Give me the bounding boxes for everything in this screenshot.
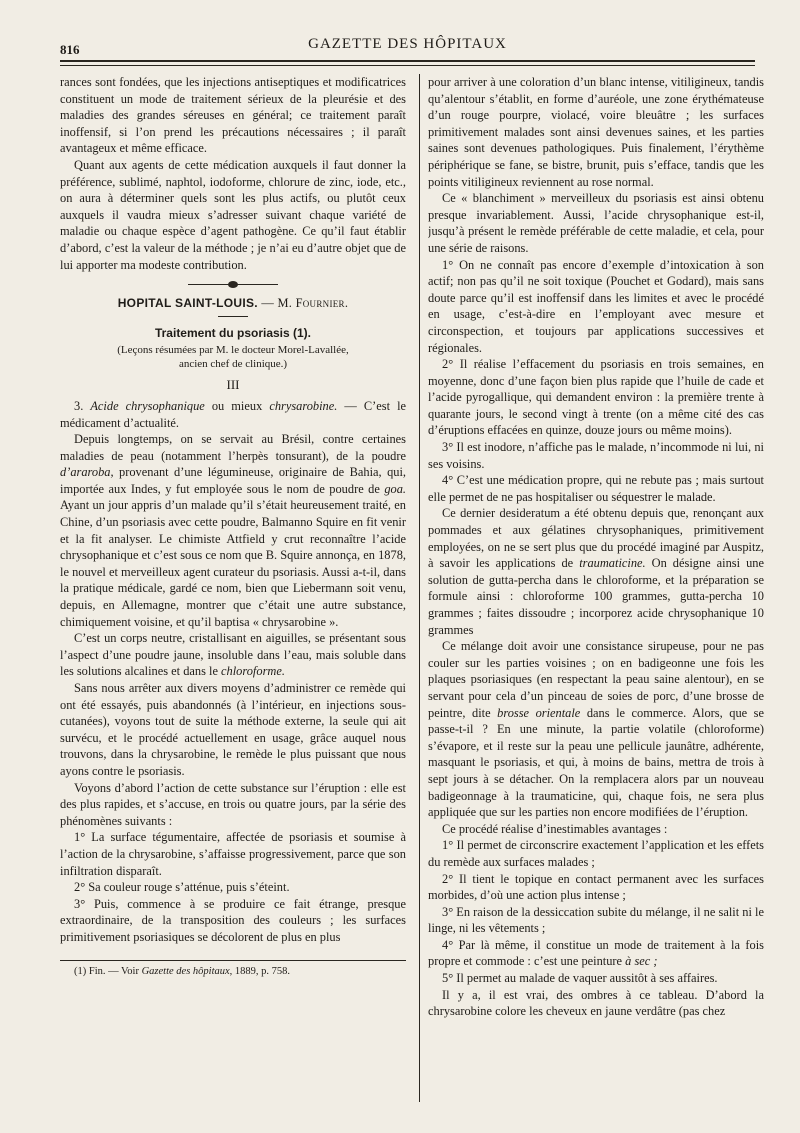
text-run: 1889, p. 758. — [232, 965, 291, 977]
paragraph: rances sont fondées, que les injections antiseptiques et modificatrices constituent un mode de traitement sérieux de la pleurésie et des maladies des grandes séreuses en général; ce traitement paraît inoffensif, si l’on prend les précautions nécessaires ; il paraît avantageux et même efficace. — [60, 75, 406, 156]
paragraph: Quant aux agents de cette médication auxquels il faut donner la préférence, sublimé, naphtol, iodoforme, chlorure de zinc, iode, etc., on aura à déterminer quels sont les plus actifs, ou plutôt ceux auxquels il vaudra mieux s’adresser suivant chaque variété de maladie ou chaque espèce d’agent pathogène. Ce qu’il faut établir d’abord, c’est la valeur de la méthode ; je n’ai eu d’autre objet que de lui apporter ma modeste contribution. — [60, 157, 406, 272]
italic-term: chrysarobine. — [269, 398, 338, 413]
paragraph — [60, 431, 406, 630]
italic-term: Acide chrysophanique — [90, 398, 205, 413]
hospital-name: HOPITAL SAINT-LOUIS. — [117, 296, 258, 311]
hospital-heading — [60, 295, 406, 312]
text-run: (1) Fin. — Voir — [74, 965, 142, 977]
paragraph — [60, 398, 406, 431]
hospital-doctor: Fournier. — [295, 296, 349, 311]
text-run: C’est un corps neutre, cristallisant en aiguilles, se présentant sous l’aspect d’une poudre jaune, insoluble dans l’eau, mais soluble dans les solutions alcalines et dans le — [60, 631, 406, 679]
byline-line-2: ancien chef de clinique.) — [178, 358, 288, 371]
paragraph: Sans nous arrêter aux divers moyens d’administrer ce remède qui ont été essayés, puis abandonnés (à l’intérieur, en injections sous-cutanées), voyons tout de suite la méthode externe, la seule qui ait survécu, et le procédé actuellement en usage, grâce auquel nous trouvons, dans la chrysarobine, le remède le plus puissant que nous ayons contre le psoriasis. — [60, 681, 406, 778]
text-run: dans le commerce. Alors, que se passe-t-il ? En une minute, la partie volatile (chloroforme) s’évapore, et il reste sur la peau une pellicule jaunâtre, adhérente, masquant le psoriasis, et qui, à moins de bains, mettra de trois à sept jours à se détacher. On la remplacera alors par un nouveau badigeonnage à la traumaticine, qui, chaque fois, ne sera plus appliquée que sur les parties non encore modifiées de l’éruption. — [428, 705, 764, 820]
paragraph: 1° Il permet de circonscrire exactement l’application et les effets du remède aux surfaces malades ; — [428, 838, 764, 869]
paragraph: Ce « blanchiment » merveilleux du psoriasis est ainsi obtenu presque invariablement. Aussi, l’acide chrysophanique est-il, jusqu’à présent le remède préférable de cette maladie, et cela, pour une série de raisons. — [428, 191, 764, 255]
paragraph: Voyons d’abord l’action de cette substance sur l’éruption : elle est des plus rapides, et s’accuse, en trois ou quatre jours, par la série des phénomènes suivants : — [60, 780, 406, 828]
paragraph: 2° Il tient le topique en contact permanent avec les surfaces morbides, d’où une action plus intense ; — [428, 871, 764, 903]
journal-title: GAZETTE DES HÔPITAUX — [308, 36, 507, 52]
text-run: 4° Par là même, il constitue un mode de traitement à la fois propre et commode : c’est une peinture — [428, 937, 764, 969]
byline-line-1: (Leçons résumées par M. le docteur Morel-Lavallée, — [117, 344, 349, 357]
footnote-rule — [60, 960, 406, 961]
section-ornament — [188, 281, 278, 289]
italic-term: chloroforme. — [221, 664, 285, 679]
paragraph — [428, 505, 764, 638]
paragraph: Ce procédé réalise d’inestimables avantages : — [442, 821, 668, 836]
text-run: On désigne ainsi une solution de gutta-percha dans le chloroforme, et la préparation se formule ainsi : chloroforme 100 grammes, gutta-percha 10 grammes ; faites dissoudre ; incorporez acide chrysophanique 10 grammes — [428, 556, 764, 637]
italic-term: brosse orientale — [497, 705, 581, 720]
paragraph: 1° On ne connaît pas encore d’exemple d’intoxication à son actif; non pas qu’il ne soit toxique (Pouchet et Godard), mais sans doute parce qu’il est inoffensif dans les limites et avec le procédé en usage, c’est-à-dire en l’employant avec mesure et circonspection, et toujours par applications successives et régionales. — [428, 257, 764, 355]
italic-term: à sec ; — [625, 954, 658, 969]
text-run: Ce mélange doit avoir une consistance sirupeuse, pour ne pas couler sur les parties voisines ; on en badigeonne une fois les plaques psoriasiques (en respectant la peau saine alentour), en se servant pour cela d’un pinceau de soies de porc, d’une brosse de peintre, dite — [428, 639, 764, 720]
hospital-separator: — M. — [257, 296, 296, 311]
column-divider — [419, 74, 420, 1102]
text-run: Ayant un jour appris d’un malade qu’il s’était heureusement traité, en Chine, d’un psoriasis avec cette poudre, Balmanno Squire en fit venir et la fit analyser. Le chimiste Attfield y crut reconnaître l’acide chrysophanique et c’est sous ce nom que B. Squire annonça, en 1878, le nouvel et merveilleux agent curateur du psoriasis. Aussi a-t-il, dans la pratique médicale, gardé ce nom, bien que Liebermann soit venu, depuis, en Allemagne, montrer que c’était une autre substance, chimiquement voisine, et qu’il baptisa « chrysarobine ». — [60, 498, 406, 629]
text-run: — C’est le médicament d’actualité. — [60, 398, 406, 430]
text-run: ou mieux — [204, 398, 270, 413]
paragraph: 5° Il permet au malade de vaquer aussitôt à ses affaires. — [442, 971, 718, 986]
italic-term: traumaticine. — [579, 556, 646, 571]
paragraph: 3° Puis, commence à se produire ce fait étrange, presque extraordinaire, de la transposition des couleurs ; les surfaces primitivement psoriasiques se décolorent de plus en plus — [60, 896, 406, 944]
italic-term: Gazette des hôpitaux, — [141, 965, 233, 977]
section-title: Traitement du psoriasis (1). — [154, 325, 312, 340]
page-header — [60, 36, 755, 58]
italic-term: goa. — [384, 481, 406, 496]
item-number: 3. — [74, 398, 91, 413]
paragraph: pour arriver à une coloration d’un blanc intense, vitiligineux, tandis qu’alentour s’établit, en forme d’auréole, une zone érythémateuse d’un rouge pourpre, violacé, voire bleuâtre ; les surfaces primitivement malades sont ainsi devenues saines, et les parties saines sont devenues pathologiques. Puis finalement, l’érythème périphérique se fane, se bistre, brunit, puis s’efface, tandis que les points vitiligineux reviennent au rose normal. — [428, 75, 764, 189]
paragraph — [428, 937, 764, 970]
paragraph: 1° La surface tégumentaire, affectée de psoriasis et soumise à l’action de la chrysarobine, s’affaisse progressivement, parce que son infiltration disparaît. — [60, 830, 406, 878]
footnote — [60, 965, 406, 978]
paragraph: 3° Il est inodore, n’affiche pas le malade, n’incommode ni lui, ni ses voisins. — [428, 440, 764, 471]
text-run: Ce dernier desideratum a été obtenu depuis que, renonçant aux pommades et aux gélatines chrysophaniques, primitivement employées, on ne se sert plus que du procédé imaginé par Auspitz, à savoir les applications de — [428, 506, 764, 571]
paragraph: Il y a, il est vrai, des ombres à ce tableau. D’abord la chrysarobine colore les cheveux en jaune verdâtre (pas chez — [428, 987, 764, 1019]
italic-term: d’araroba, — [60, 465, 114, 480]
header-rule — [60, 60, 755, 62]
paragraph: 2° Il réalise l’effacement du psoriasis en trois semaines, en moyenne, donc d’une façon bien plus rapide que l’huile de cade et l’acide pyrogallique, qui demandent environ : la première trente à quarante jours, le second vingt à trente (on a même cité des cas d’éruptions effacées en quinze, douze jours ou même moins). — [428, 357, 764, 438]
left-column — [60, 74, 406, 1114]
paragraph: 2° Sa couleur rouge s’atténue, puis s’éteint. — [74, 880, 290, 895]
small-rule — [218, 316, 248, 317]
text-run: Depuis longtemps, on se servait au Brésil, contre certaines maladies de peau (notamment l’herpès tonsurant), de la poudre — [60, 432, 406, 463]
text-run: provenant d’une légumineuse, originaire de Bahia, qui, importée aux Indes, y fut employée sous le nom de poudre de — [60, 465, 406, 496]
paragraph: 3° En raison de la dessiccation subite du mélange, il ne salit ni le linge, ni les vêtements ; — [428, 904, 764, 936]
byline — [60, 343, 406, 371]
page-number: 816 — [60, 42, 80, 57]
paragraph — [428, 638, 764, 821]
right-column — [428, 74, 764, 1114]
paragraph — [60, 630, 406, 680]
paragraph: 4° C’est une médication propre, qui ne rebute pas ; mais surtout elle permet de ne pas hospitaliser ou séquestrer le malade. — [428, 473, 764, 504]
section-number: III — [226, 377, 240, 393]
header-rule-thin — [60, 65, 755, 66]
